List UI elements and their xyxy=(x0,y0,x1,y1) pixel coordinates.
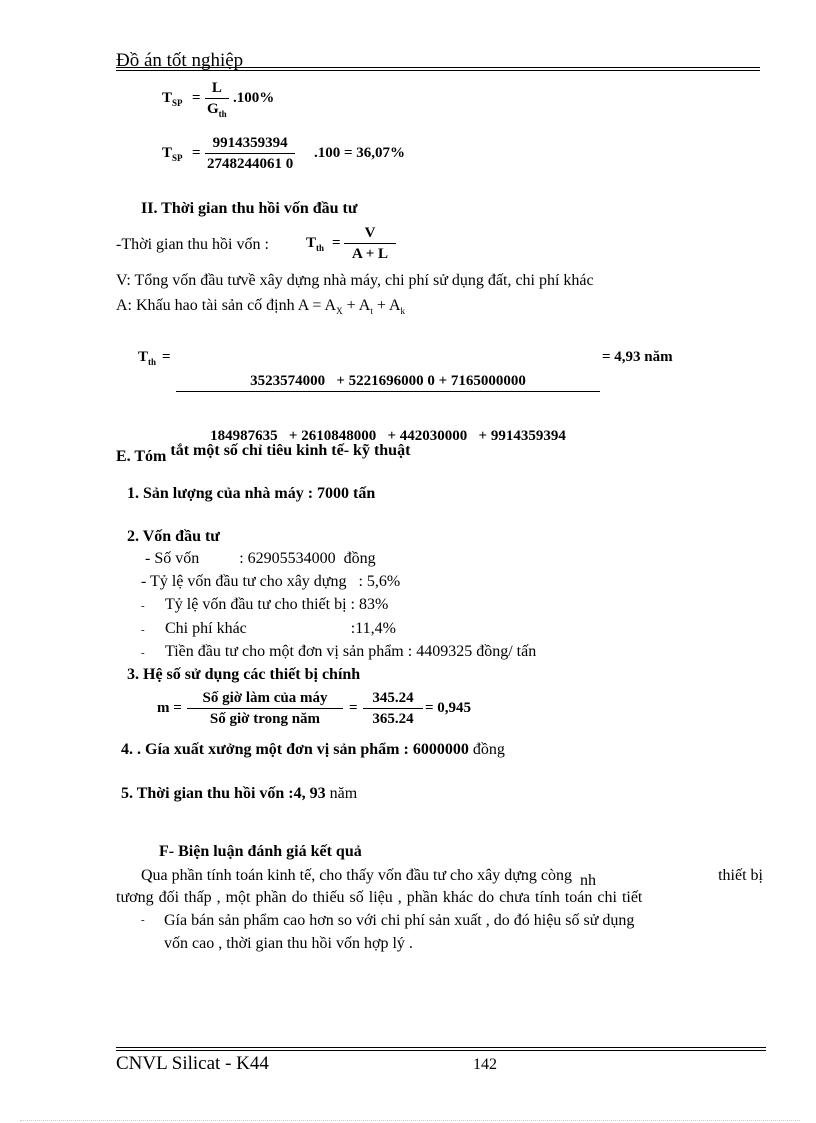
investment-line: - Tiền đầu tư cho một đơn vị sản phẩm : 4409325 đồng/ tấn xyxy=(141,643,537,660)
v-definition: V: Tổng vốn đầu tưvề xây dựng nhà máy, chi phí sử dụng đất, chi phí khác xyxy=(116,272,594,289)
header-rule-double xyxy=(116,70,760,71)
payback-intro: -Thời gian thu hồi vốn : xyxy=(116,236,269,253)
formula-payback-numeric: $T_{th}$ = $\frac{3523574000 + 5221696000 0 + 7165000000}{184987635 + 2610848000 + 442030000 + 9914359394}$ = 4,93 năm xyxy=(138,349,673,444)
investment-heading: 2. Vốn đầu tư xyxy=(127,528,220,545)
payback-item: 5. Thời gian thu hồi vốn :4, 93 năm xyxy=(121,785,358,802)
investment-line: - Tỷ lệ vốn đầu tư cho thiết bị : 83% xyxy=(141,596,389,613)
page-edge xyxy=(20,1120,800,1121)
output-item: 1. Sản lượng của nhà máy : 7000 tấn xyxy=(127,485,376,502)
conclusion-line-2: tương đối thấp , một phần do thiếu số liệu , phần khác do chưa tính toán chi tiết xyxy=(116,889,643,906)
conclusion-line-1: Qua phần tính toán kinh tế, cho thấy vốn đầu tư cho xây dựng còng nh thiết bị xyxy=(141,867,763,889)
header-title: Đồ án tốt nghiệp xyxy=(116,50,244,71)
conclusion-bullet-mark: - xyxy=(141,914,145,926)
page-number: 142 xyxy=(473,1056,497,1073)
factory-price-item: 4. . Gía xuất xưởng một đơn vị sản phẩm : 6000000 đồng xyxy=(121,741,505,758)
investment-line: - Số vốn : 62905534000 đồng xyxy=(145,550,376,567)
conclusion-bullet-line-2: vốn cao , thời gian thu hồi vốn hợp lý . xyxy=(164,935,413,952)
formula-utilization: m = Số giờ làm của máy Số giờ trong năm = $\frac{345.24}{365.24}$ = 0,945 xyxy=(157,690,472,727)
conclusion-bullet-line-1: Gía bán sản phẩm cao hơn so với chi phí sản xuất , do đó hiệu số sử dụng xyxy=(164,912,635,929)
investment-line: - Tỷ lệ vốn đầu tư cho xây dựng : 5,6% xyxy=(141,573,401,590)
section-e-heading: E. Tóm tắt một số chỉ tiêu kinh tế- kỹ thuật xyxy=(116,442,411,465)
section-f-heading: F- Biện luận đánh giá kết quả xyxy=(159,843,362,860)
footer-course: CNVL Silicat - K44 xyxy=(116,1053,269,1074)
equipment-heading: 3. Hệ số sử dụng các thiết bị chính xyxy=(127,666,361,683)
section-ii-heading: II. Thời gian thu hồi vốn đầu tư xyxy=(141,200,358,217)
footer-rule-double xyxy=(116,1050,766,1051)
a-definition: A: Khấu hao tài sản cố định $A = A_X + A_t + A_k$ xyxy=(116,297,406,317)
footer-rule xyxy=(116,1047,766,1048)
investment-line: - Chi phí khác :11,4% xyxy=(141,620,396,637)
header-rule xyxy=(116,67,760,68)
